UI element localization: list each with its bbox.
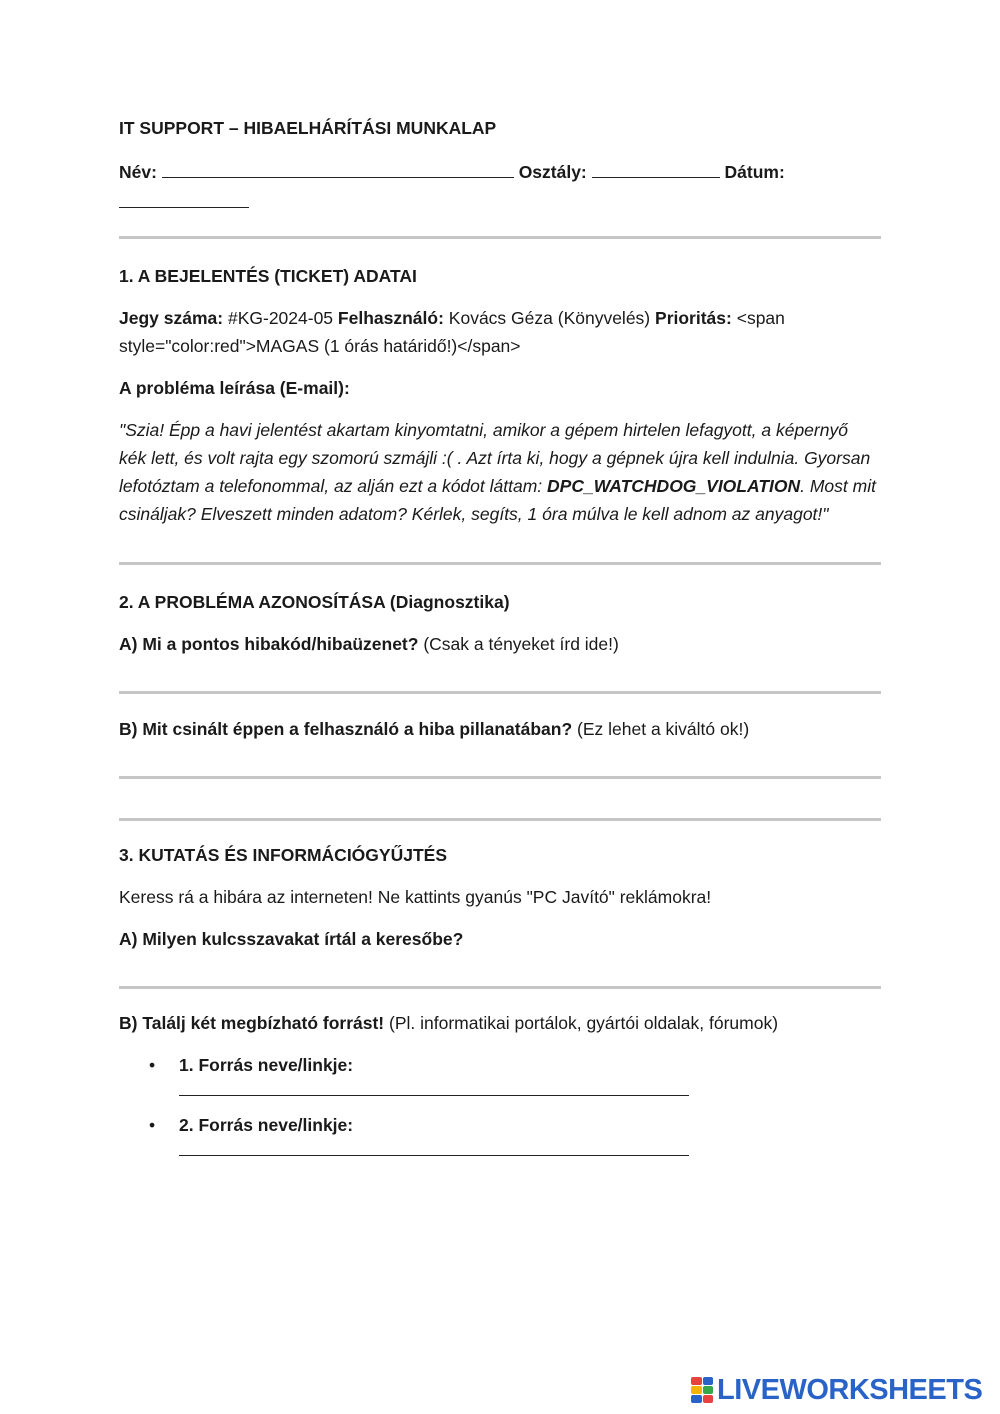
- question-2a-hint: (Csak a tényeket írd ide!): [423, 634, 619, 654]
- liveworksheets-logo-icon: [691, 1377, 713, 1403]
- error-code: DPC_WATCHDOG_VIOLATION: [547, 476, 801, 496]
- question-3b: [119, 1009, 881, 1037]
- header-fields: [119, 158, 881, 186]
- date-field[interactable]: [119, 189, 249, 208]
- answer-line-2b[interactable]: [119, 776, 881, 779]
- question-2b-label: B) Mit csinált éppen a felhasználó a hiba pillanatában?: [119, 719, 573, 739]
- ticket-details: [119, 304, 881, 360]
- list-item: [119, 1051, 881, 1096]
- section2-heading: 2. A PROBLÉMA AZONOSÍTÁSA (Diagnosztika): [119, 592, 510, 612]
- divider: [119, 562, 881, 565]
- source-1-field[interactable]: [179, 1079, 689, 1096]
- priority-value: <span style="color:red">MAGAS (1 órás határidő!)</span>: [119, 308, 785, 356]
- question-2a: [119, 630, 881, 658]
- answer-line-2a[interactable]: [119, 691, 881, 694]
- problem-label: A probléma leírása (E-mail):: [119, 378, 350, 398]
- bullet-icon: •: [149, 1115, 156, 1135]
- user-label: Felhasználó:: [337, 308, 444, 328]
- divider: [119, 236, 881, 239]
- email-part1: "Szia! Épp a havi jelentést akartam kinyomtatni, amikor a gépem hirtelen lefagyott, a képernyő kék lett, és volt rajta egy szomorú szmájli :( . Azt írta ki, hogy a gépnek újra kell indulnia. Gyorsan lefotóztam a telefonommal, az alján ezt a kódot láttam:: [119, 420, 871, 496]
- name-label: Név:: [119, 162, 157, 182]
- class-label: Osztály:: [518, 162, 587, 182]
- name-field[interactable]: [162, 159, 514, 178]
- section1-heading: 1. A BEJELENTÉS (TICKET) ADATAI: [119, 266, 417, 286]
- answer-line-3a[interactable]: [119, 986, 881, 989]
- sources-list: [119, 1051, 881, 1156]
- source-label: 2. Forrás neve/linkje:: [179, 1115, 354, 1135]
- worksheet: [119, 114, 881, 1156]
- question-3b-label: B) Találj két megbízható forrást!: [119, 1013, 385, 1033]
- question-2a-label: A) Mi a pontos hibakód/hibaüzenet?: [119, 634, 419, 654]
- email-part2: . Most mit csináljak? Elveszett minden adatom? Kérlek, segíts, 1 óra múlva le kell adnom az anyagot!": [119, 476, 876, 524]
- ticket-label: Jegy száma:: [119, 308, 224, 328]
- question-3a-label: A) Milyen kulcsszavakat írtál a keresőbe?: [119, 929, 464, 949]
- question-2b-hint: (Ez lehet a kiváltó ok!): [577, 719, 750, 739]
- answer-line-2b-second[interactable]: [119, 818, 881, 821]
- section3-intro: Keress rá a hibára az interneten! Ne kattints gyanús "PC Javító" reklámokra!: [119, 887, 712, 907]
- list-item: [119, 1111, 881, 1156]
- class-field[interactable]: [592, 159, 720, 178]
- question-2b: [119, 715, 881, 743]
- question-3b-hint: (Pl. informatikai portálok, gyártói oldalak, fórumok): [389, 1013, 779, 1033]
- user-value: Kovács Géza (Könyvelés): [448, 308, 651, 328]
- email-text: [119, 416, 879, 528]
- source-label: 1. Forrás neve/linkje:: [179, 1055, 354, 1075]
- section3-heading: 3. KUTATÁS ÉS INFORMÁCIÓGYŰJTÉS: [119, 845, 447, 865]
- ticket-value: #KG-2024-05: [227, 308, 334, 328]
- liveworksheets-logo: [691, 1374, 991, 1406]
- date-label: Dátum:: [724, 162, 785, 182]
- priority-label: Prioritás:: [655, 308, 732, 328]
- source-2-field[interactable]: [179, 1139, 689, 1156]
- brand-name: LIVEWORKSHEETS: [717, 1374, 983, 1406]
- bullet-icon: •: [149, 1055, 156, 1075]
- page-title: IT SUPPORT – HIBAELHÁRÍTÁSI MUNKALAP: [119, 118, 497, 138]
